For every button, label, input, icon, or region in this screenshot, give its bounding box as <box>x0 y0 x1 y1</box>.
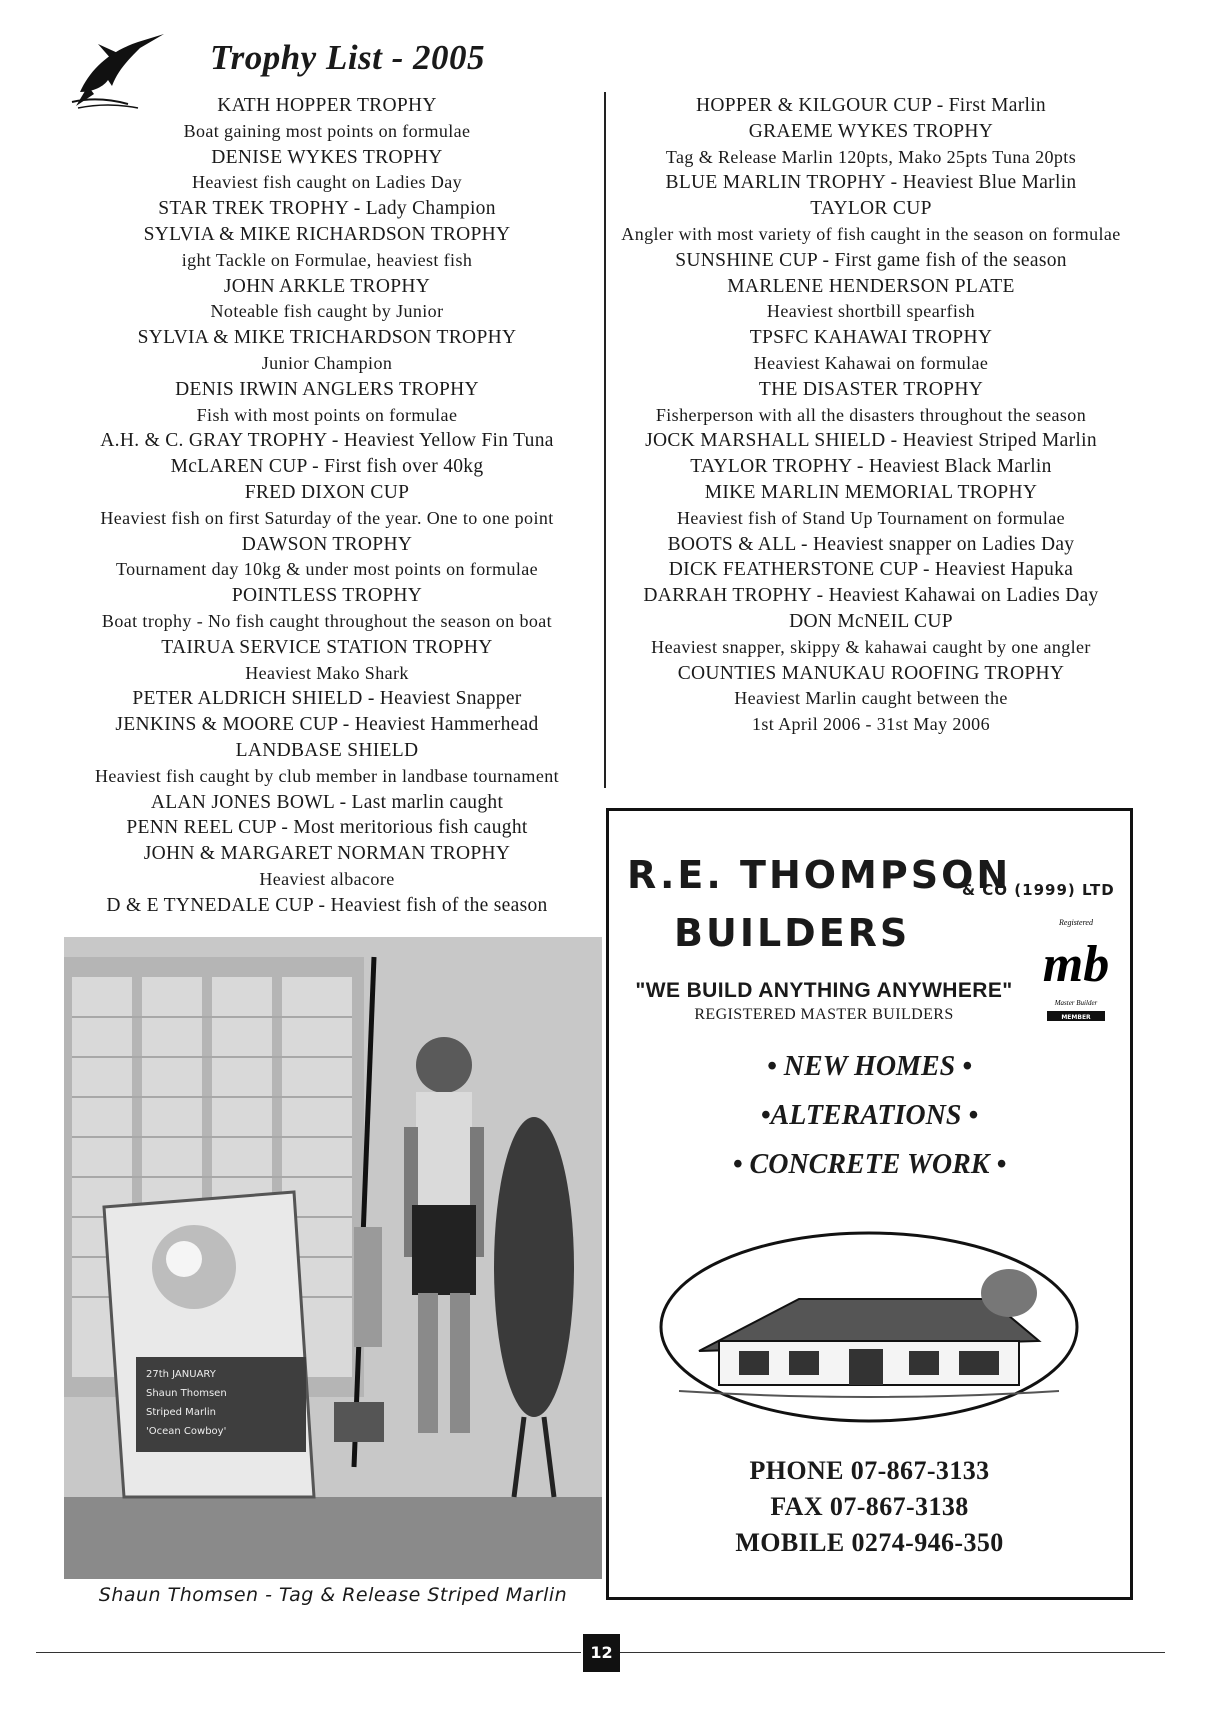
trophy-name: POINTLESS TROPHY <box>231 585 423 607</box>
trophy-list-right <box>604 93 1138 738</box>
photo-caption: Shaun Thomsen - Tag & Release Striped Marlin <box>98 1584 568 1606</box>
page-title: Trophy List - 2005 <box>210 38 486 77</box>
trophy-name: TAYLOR CUP <box>810 198 932 220</box>
fax-number: FAX 07-867-3138 <box>770 1492 969 1521</box>
trophy-name: TAIRUA SERVICE STATION TROPHY <box>161 636 493 658</box>
slogan: "WE BUILD ANYTHING ANYWHERE" <box>635 979 1013 1002</box>
trophy-description: Tag & Release Marlin 120pts, Mako 25pts Tuna 20pts <box>665 146 1077 167</box>
trophy-name: HOPPER & KILGOUR CUP - First Marlin <box>696 95 1046 116</box>
trophy-description: Fisherperson with all the disasters throughout the season <box>655 404 1087 425</box>
trophy-description: Heaviest snapper, skippy & kahawai caught by one angler <box>651 636 1091 657</box>
badge-top: Registered <box>1059 918 1093 927</box>
trophy-description: Noteable fish caught by Junior <box>210 301 444 322</box>
trophy-description: Heaviest albacore <box>259 868 395 889</box>
photo-illustration <box>64 937 602 1579</box>
trophy-description: Tournament day 10kg & under most points on formulae <box>115 559 539 580</box>
footer-rule <box>36 1652 581 1653</box>
service-concrete-work: • CONCRETE WORK • <box>732 1149 1007 1180</box>
master-builder-badge <box>1037 911 1115 1029</box>
trophy-description: Junior Champion <box>261 352 393 373</box>
badge-monogram: mb <box>1042 936 1110 993</box>
board-entry: 27th JANUARY <box>146 1369 216 1380</box>
trophy-name: DENISE WYKES TROPHY <box>211 146 443 168</box>
service-alterations: •ALTERATIONS • <box>760 1100 979 1131</box>
trophy-name: D & E TYNEDALE CUP - Heaviest fish of the season <box>106 894 548 916</box>
trophy-name: DON McNEIL CUP <box>789 610 953 632</box>
trophy-name: BLUE MARLIN TROPHY - Heaviest Blue Marlin <box>665 172 1077 194</box>
trophy-name: TAYLOR TROPHY - Heaviest Black Marlin <box>690 456 1052 478</box>
trophy-name: DAWSON TROPHY <box>241 533 413 555</box>
trophy-description: Boat gaining most points on formulae <box>183 120 471 141</box>
trophy-description: Angler with most variety of fish caught in the season on formulae <box>621 223 1121 244</box>
trophy-name: JOCK MARSHALL SHIELD - Heaviest Striped Marlin <box>645 430 1097 452</box>
trophy-description: Heaviest fish of Stand Up Tournament on formulae <box>676 507 1066 528</box>
company-name-line2: BUILDERS <box>674 911 911 955</box>
trophy-name: STAR TREK TROPHY - Lady Champion <box>158 198 496 220</box>
trophy-name: TPSFC KAHAWAI TROPHY <box>749 327 993 349</box>
house-illustration <box>659 1231 1079 1423</box>
trophy-description: ight Tackle on Formulae, heaviest fish <box>181 249 473 270</box>
page-number: 12 <box>583 1634 620 1672</box>
service-new-homes: • NEW HOMES • <box>766 1051 973 1082</box>
trophy-name: A.H. & C. GRAY TROPHY - Heaviest Yellow Fin Tuna <box>100 430 554 452</box>
trophy-description: Heaviest fish caught by club member in landbase tournament <box>94 765 560 786</box>
trophy-name: JENKINS & MOORE CUP - Heaviest Hammerhead <box>115 714 539 736</box>
trophy-name: KATH HOPPER TROPHY <box>217 95 437 116</box>
builder-advertisement <box>606 808 1133 1600</box>
photo <box>64 937 602 1579</box>
trophy-name: LANDBASE SHIELD <box>235 739 419 761</box>
trophy-name: MIKE MARLIN MEMORIAL TROPHY <box>704 481 1038 503</box>
board-entry: 'Ocean Cowboy' <box>146 1426 227 1437</box>
trophy-description: 1st April 2006 - 31st May 2006 <box>751 714 990 735</box>
trophy-name: PETER ALDRICH SHIELD - Heaviest Snapper <box>132 688 522 710</box>
trophy-name: PENN REEL CUP - Most meritorious fish caught <box>126 817 528 839</box>
trophy-name: THE DISASTER TROPHY <box>758 378 984 400</box>
trophy-name: SYLVIA & MIKE TRICHARDSON TROPHY <box>137 327 517 349</box>
board-entry: Shaun Thomsen <box>146 1388 227 1399</box>
trophy-description: Heaviest Kahawai on formulae <box>753 352 989 373</box>
trophy-description: Heaviest Marlin caught between the <box>734 688 1008 709</box>
trophy-list-left <box>58 93 596 919</box>
photo-board-text <box>146 1365 296 1441</box>
board-entry: Striped Marlin <box>146 1407 216 1418</box>
trophy-name: GRAEME WYKES TROPHY <box>748 120 994 142</box>
trophy-description: Heaviest fish caught on Ladies Day <box>191 172 463 193</box>
trophy-description: Fish with most points on formulae <box>196 404 458 425</box>
trophy-name: SUNSHINE CUP - First game fish of the season <box>675 249 1067 271</box>
trophy-description: Heaviest shortbill spearfish <box>766 301 976 322</box>
trophy-name: SYLVIA & MIKE RICHARDSON TROPHY <box>143 223 511 245</box>
badge-tag: MEMBER <box>1061 1014 1091 1021</box>
trophy-name: McLAREN CUP - First fish over 40kg <box>170 456 484 478</box>
trophy-name: BOOTS & ALL - Heaviest snapper on Ladies Day <box>667 533 1075 555</box>
trophy-name: COUNTIES MANUKAU ROOFING TROPHY <box>677 662 1065 684</box>
trophy-description: Heaviest fish on first Saturday of the year. One to one point <box>100 507 554 528</box>
trophy-name: JOHN & MARGARET NORMAN TROPHY <box>143 843 511 865</box>
trophy-description: Heaviest Mako Shark <box>245 662 409 683</box>
mobile-number: MOBILE 0274-946-350 <box>735 1528 1004 1557</box>
badge-sub: Master Builder <box>1054 999 1098 1007</box>
trophy-name: MARLENE HENDERSON PLATE <box>727 275 1015 297</box>
footer-rule <box>620 1652 1165 1653</box>
trophy-name: DARRAH TROPHY - Heaviest Kahawai on Ladies Day <box>643 585 1099 607</box>
phone-number: PHONE 07-867-3133 <box>749 1456 990 1485</box>
trophy-name: DICK FEATHERSTONE CUP - Heaviest Hapuka <box>668 559 1074 581</box>
trophy-description: Boat trophy - No fish caught throughout the season on boat <box>101 610 553 631</box>
registered-text: REGISTERED MASTER BUILDERS <box>694 1006 954 1023</box>
company-suffix: & CO (1999) LTD <box>962 881 1115 899</box>
trophy-name: ALAN JONES BOWL - Last marlin caught <box>150 791 504 813</box>
company-name: R.E. THOMPSON <box>627 853 1012 897</box>
trophy-name: JOHN ARKLE TROPHY <box>223 275 431 297</box>
trophy-name: FRED DIXON CUP <box>244 481 410 503</box>
trophy-name: DENIS IRWIN ANGLERS TROPHY <box>175 378 479 400</box>
